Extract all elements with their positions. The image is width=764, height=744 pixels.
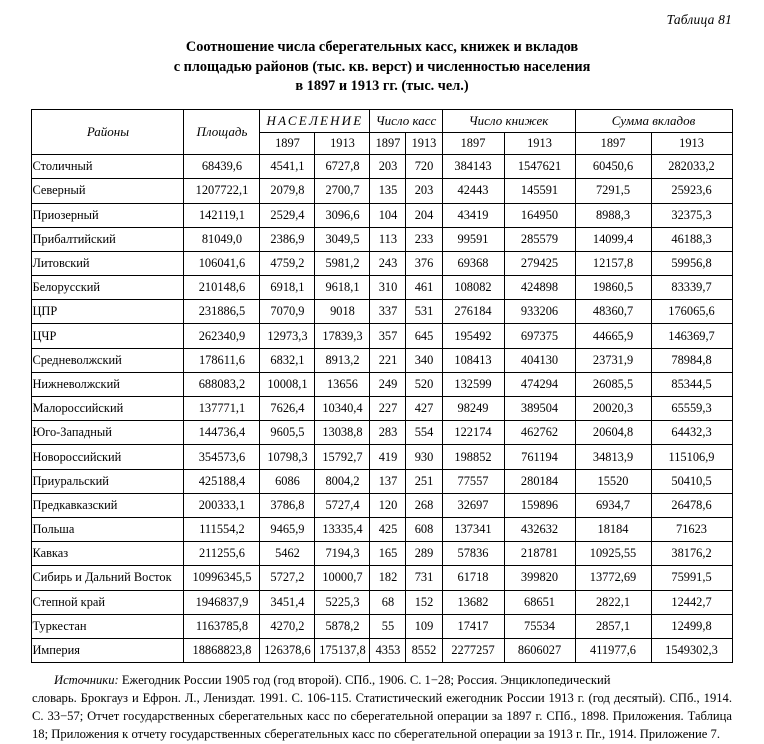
row-cell: 17417 <box>442 614 504 638</box>
row-cell: 8913,2 <box>315 348 370 372</box>
row-cell: 200333,1 <box>184 493 260 517</box>
row-cell: 376 <box>406 251 442 275</box>
row-cell: 427 <box>406 397 442 421</box>
row-cell: 50410,5 <box>651 469 732 493</box>
row-cell: 60450,6 <box>575 155 651 179</box>
row-cell: 3096,6 <box>315 203 370 227</box>
row-cell: 68439,6 <box>184 155 260 179</box>
row-cell: 10996345,5 <box>184 566 260 590</box>
row-cell: 165 <box>370 542 406 566</box>
sources-note <box>32 672 732 744</box>
row-cell: 152 <box>406 590 442 614</box>
data-table <box>31 109 732 663</box>
row-cell: 399820 <box>504 566 575 590</box>
row-cell: 249 <box>370 372 406 396</box>
row-cell: 1547621 <box>504 155 575 179</box>
table-row <box>32 179 732 203</box>
column-group-passbooks: Число книжек <box>442 110 575 133</box>
row-cell: 122174 <box>442 421 504 445</box>
row-cell: 218781 <box>504 542 575 566</box>
row-region-name: Польша <box>32 517 184 541</box>
row-cell: 104 <box>370 203 406 227</box>
table-row <box>32 590 732 614</box>
row-cell: 243 <box>370 251 406 275</box>
row-cell: 32697 <box>442 493 504 517</box>
column-header-year: 1897 <box>442 133 504 155</box>
row-cell: 23731,9 <box>575 348 651 372</box>
row-region-name: Юго-Западный <box>32 421 184 445</box>
row-cell: 411977,6 <box>575 638 651 662</box>
row-cell: 25923,6 <box>651 179 732 203</box>
row-cell: 6934,7 <box>575 493 651 517</box>
row-cell: 59956,8 <box>651 251 732 275</box>
row-cell: 211255,6 <box>184 542 260 566</box>
row-region-name: Средневолжский <box>32 348 184 372</box>
row-cell: 10798,3 <box>260 445 315 469</box>
row-cell: 7194,3 <box>315 542 370 566</box>
row-cell: 210148,6 <box>184 276 260 300</box>
row-cell: 268 <box>406 493 442 517</box>
row-cell: 2386,9 <box>260 227 315 251</box>
row-cell: 1549302,3 <box>651 638 732 662</box>
row-cell: 389504 <box>504 397 575 421</box>
row-cell: 6832,1 <box>260 348 315 372</box>
row-cell: 57836 <box>442 542 504 566</box>
row-region-name: Северный <box>32 179 184 203</box>
row-cell: 227 <box>370 397 406 421</box>
row-cell: 12157,8 <box>575 251 651 275</box>
row-cell: 6727,8 <box>315 155 370 179</box>
row-cell: 99591 <box>442 227 504 251</box>
row-cell: 5727,4 <box>315 493 370 517</box>
row-cell: 120 <box>370 493 406 517</box>
table-row <box>32 566 732 590</box>
row-cell: 279425 <box>504 251 575 275</box>
row-cell: 159896 <box>504 493 575 517</box>
row-cell: 126378,6 <box>260 638 315 662</box>
row-cell: 4270,2 <box>260 614 315 638</box>
row-cell: 688083,2 <box>184 372 260 396</box>
column-header-year: 1897 <box>575 133 651 155</box>
row-cell: 12499,8 <box>651 614 732 638</box>
row-cell: 145591 <box>504 179 575 203</box>
row-cell: 115106,9 <box>651 445 732 469</box>
row-cell: 135 <box>370 179 406 203</box>
title-line-1: Соотношение числа сберегательных касс, книжек и вкладов <box>185 39 579 55</box>
row-cell: 9465,9 <box>260 517 315 541</box>
row-cell: 930 <box>406 445 442 469</box>
row-cell: 68651 <box>504 590 575 614</box>
row-cell: 71623 <box>651 517 732 541</box>
row-region-name: Кавказ <box>32 542 184 566</box>
row-cell: 6918,1 <box>260 276 315 300</box>
row-cell: 13335,4 <box>315 517 370 541</box>
row-cell: 10925,55 <box>575 542 651 566</box>
row-cell: 20020,3 <box>575 397 651 421</box>
row-cell: 137341 <box>442 517 504 541</box>
row-cell: 77557 <box>442 469 504 493</box>
row-cell: 26478,6 <box>651 493 732 517</box>
row-cell: 4541,1 <box>260 155 315 179</box>
row-cell: 195492 <box>442 324 504 348</box>
row-cell: 4353 <box>370 638 406 662</box>
table-row <box>32 155 732 179</box>
row-cell: 425188,4 <box>184 469 260 493</box>
row-cell: 554 <box>406 421 442 445</box>
row-cell: 204 <box>406 203 442 227</box>
table-row <box>32 372 732 396</box>
row-cell: 42443 <box>442 179 504 203</box>
table-row <box>32 469 732 493</box>
row-cell: 19860,5 <box>575 276 651 300</box>
row-cell: 26085,5 <box>575 372 651 396</box>
row-cell: 4759,2 <box>260 251 315 275</box>
row-cell: 2529,4 <box>260 203 315 227</box>
row-cell: 337 <box>370 300 406 324</box>
row-cell: 283 <box>370 421 406 445</box>
row-cell: 8988,3 <box>575 203 651 227</box>
row-cell: 10000,7 <box>315 566 370 590</box>
row-cell: 34813,9 <box>575 445 651 469</box>
row-cell: 251 <box>406 469 442 493</box>
table-row <box>32 251 732 275</box>
row-cell: 137 <box>370 469 406 493</box>
row-cell: 1207722,1 <box>184 179 260 203</box>
column-header-year: 1913 <box>315 133 370 155</box>
row-cell: 608 <box>406 517 442 541</box>
row-cell: 3451,4 <box>260 590 315 614</box>
row-cell: 531 <box>406 300 442 324</box>
row-cell: 520 <box>406 372 442 396</box>
row-cell: 44665,9 <box>575 324 651 348</box>
title-line-3: в 1897 и 1913 гг. (тыс. чел.) <box>295 78 469 95</box>
row-cell: 137771,1 <box>184 397 260 421</box>
row-cell: 9605,5 <box>260 421 315 445</box>
row-cell: 285579 <box>504 227 575 251</box>
row-cell: 2079,8 <box>260 179 315 203</box>
row-cell: 233 <box>406 227 442 251</box>
row-cell: 98249 <box>442 397 504 421</box>
row-cell: 203 <box>370 155 406 179</box>
row-cell: 15792,7 <box>315 445 370 469</box>
row-cell: 38176,2 <box>651 542 732 566</box>
row-cell: 10340,4 <box>315 397 370 421</box>
row-cell: 13682 <box>442 590 504 614</box>
row-cell: 7291,5 <box>575 179 651 203</box>
row-cell: 474294 <box>504 372 575 396</box>
column-header-year: 1913 <box>406 133 442 155</box>
row-cell: 354573,6 <box>184 445 260 469</box>
table-row <box>32 300 732 324</box>
row-cell: 419 <box>370 445 406 469</box>
table-row <box>32 638 732 662</box>
row-cell: 2822,1 <box>575 590 651 614</box>
row-cell: 108082 <box>442 276 504 300</box>
table-row <box>32 227 732 251</box>
sources-label: Источники: <box>54 673 119 688</box>
table-row <box>32 542 732 566</box>
row-cell: 340 <box>406 348 442 372</box>
row-region-name: Новороссийский <box>32 445 184 469</box>
row-cell: 231886,5 <box>184 300 260 324</box>
row-cell: 46188,3 <box>651 227 732 251</box>
row-cell: 48360,7 <box>575 300 651 324</box>
row-cell: 43419 <box>442 203 504 227</box>
row-cell: 178611,6 <box>184 348 260 372</box>
row-cell: 933206 <box>504 300 575 324</box>
row-cell: 10008,1 <box>260 372 315 396</box>
row-cell: 7626,4 <box>260 397 315 421</box>
row-cell: 310 <box>370 276 406 300</box>
row-cell: 176065,6 <box>651 300 732 324</box>
row-cell: 12973,3 <box>260 324 315 348</box>
row-region-name: Нижневолжский <box>32 372 184 396</box>
row-cell: 7070,9 <box>260 300 315 324</box>
column-group-deposits: Сумма вкладов <box>575 110 732 133</box>
row-cell: 144736,4 <box>184 421 260 445</box>
row-cell: 761194 <box>504 445 575 469</box>
row-cell: 109 <box>406 614 442 638</box>
row-cell: 5981,2 <box>315 251 370 275</box>
row-region-name: Прибалтийский <box>32 227 184 251</box>
row-cell: 425 <box>370 517 406 541</box>
row-cell: 2857,1 <box>575 614 651 638</box>
row-cell: 384143 <box>442 155 504 179</box>
row-cell: 424898 <box>504 276 575 300</box>
row-region-name: Белорусский <box>32 276 184 300</box>
row-cell: 142119,1 <box>184 203 260 227</box>
row-cell: 32375,3 <box>651 203 732 227</box>
row-cell: 113 <box>370 227 406 251</box>
row-cell: 731 <box>406 566 442 590</box>
row-cell: 111554,2 <box>184 517 260 541</box>
row-cell: 75534 <box>504 614 575 638</box>
row-cell: 357 <box>370 324 406 348</box>
row-cell: 13772,69 <box>575 566 651 590</box>
table-row <box>32 397 732 421</box>
row-cell: 18868823,8 <box>184 638 260 662</box>
row-cell: 78984,8 <box>651 348 732 372</box>
row-cell: 461 <box>406 276 442 300</box>
row-region-name: Сибирь и Дальний Восток <box>32 566 184 590</box>
row-cell: 5225,3 <box>315 590 370 614</box>
row-region-name: Предкавказский <box>32 493 184 517</box>
row-cell: 262340,9 <box>184 324 260 348</box>
row-cell: 65559,3 <box>651 397 732 421</box>
row-cell: 146369,7 <box>651 324 732 348</box>
table-row <box>32 348 732 372</box>
row-cell: 2700,7 <box>315 179 370 203</box>
row-cell: 3049,5 <box>315 227 370 251</box>
row-cell: 5727,2 <box>260 566 315 590</box>
row-cell: 175137,8 <box>315 638 370 662</box>
row-cell: 1163785,8 <box>184 614 260 638</box>
row-cell: 81049,0 <box>184 227 260 251</box>
row-cell: 83339,7 <box>651 276 732 300</box>
row-cell: 8004,2 <box>315 469 370 493</box>
column-header-regions: Районы <box>32 110 184 155</box>
row-cell: 12442,7 <box>651 590 732 614</box>
row-cell: 108413 <box>442 348 504 372</box>
column-group-population: НАСЕЛЕНИЕ <box>260 110 370 133</box>
table-row <box>32 421 732 445</box>
row-cell: 9018 <box>315 300 370 324</box>
row-cell: 106041,6 <box>184 251 260 275</box>
column-header-year: 1897 <box>260 133 315 155</box>
row-cell: 13038,8 <box>315 421 370 445</box>
row-cell: 2277257 <box>442 638 504 662</box>
row-cell: 5462 <box>260 542 315 566</box>
title-line-2: с площадью районов (тыс. кв. верст) и численностью населения <box>173 58 591 75</box>
table-row <box>32 276 732 300</box>
column-header-area: Площадь <box>184 110 260 155</box>
table-row <box>32 324 732 348</box>
row-region-name: Приозерный <box>32 203 184 227</box>
row-cell: 18184 <box>575 517 651 541</box>
row-cell: 432632 <box>504 517 575 541</box>
row-cell: 697375 <box>504 324 575 348</box>
table-row <box>32 614 732 638</box>
row-cell: 276184 <box>442 300 504 324</box>
row-region-name: ЦПР <box>32 300 184 324</box>
row-cell: 85344,5 <box>651 372 732 396</box>
row-cell: 13656 <box>315 372 370 396</box>
row-region-name: ЦЧР <box>32 324 184 348</box>
row-region-name: Литовский <box>32 251 184 275</box>
row-cell: 182 <box>370 566 406 590</box>
column-group-banks: Число касс <box>370 110 442 133</box>
table-row <box>32 445 732 469</box>
row-cell: 280184 <box>504 469 575 493</box>
table-row <box>32 203 732 227</box>
table-row <box>32 517 732 541</box>
table-row <box>32 493 732 517</box>
table-header <box>32 110 732 155</box>
row-cell: 8606027 <box>504 638 575 662</box>
row-cell: 15520 <box>575 469 651 493</box>
sources-paragraph <box>32 672 732 690</box>
row-cell: 1946837,9 <box>184 590 260 614</box>
row-cell: 164950 <box>504 203 575 227</box>
row-cell: 645 <box>406 324 442 348</box>
row-cell: 5878,2 <box>315 614 370 638</box>
row-cell: 289 <box>406 542 442 566</box>
row-cell: 55 <box>370 614 406 638</box>
row-cell: 9618,1 <box>315 276 370 300</box>
row-cell: 61718 <box>442 566 504 590</box>
row-cell: 720 <box>406 155 442 179</box>
row-cell: 75991,5 <box>651 566 732 590</box>
row-cell: 68 <box>370 590 406 614</box>
row-region-name: Туркестан <box>32 614 184 638</box>
row-region-name: Империя <box>32 638 184 662</box>
row-cell: 198852 <box>442 445 504 469</box>
row-cell: 203 <box>406 179 442 203</box>
row-cell: 221 <box>370 348 406 372</box>
column-header-year: 1913 <box>504 133 575 155</box>
table-number: Таблица 81 <box>666 12 732 27</box>
row-region-name: Столичный <box>32 155 184 179</box>
row-cell: 20604,8 <box>575 421 651 445</box>
row-cell: 6086 <box>260 469 315 493</box>
row-cell: 3786,8 <box>260 493 315 517</box>
row-cell: 8552 <box>406 638 442 662</box>
column-header-year: 1913 <box>651 133 732 155</box>
column-header-year: 1897 <box>370 133 406 155</box>
row-region-name: Малороссийский <box>32 397 184 421</box>
row-cell: 404130 <box>504 348 575 372</box>
row-cell: 462762 <box>504 421 575 445</box>
row-cell: 14099,4 <box>575 227 651 251</box>
row-region-name: Приуральский <box>32 469 184 493</box>
row-cell: 282033,2 <box>651 155 732 179</box>
row-cell: 69368 <box>442 251 504 275</box>
row-cell: 132599 <box>442 372 504 396</box>
sources-text-first: Ежегодник России 1905 год (год второй). СПб., 1906. С. 1−28; Россия. Энциклопедический <box>118 673 611 688</box>
sources-text-rest: словарь. Брокгауз и Ефрон. Л., Лениздат. 1991. С. 106-115. Статистический ежегодник России 1913 г. (год десятый). СПб., 1914. С. 33−57; Отчет государственных сберегательных касс по сберегательной операции за 1897 г. СПб., 1898. Приложения. Таблица 18; Приложения к отчету государственных сберегательных касс по сберегательной операции за 1913 г. Пг., 1914. Приложение 7. <box>32 690 732 741</box>
row-cell: 17839,3 <box>315 324 370 348</box>
table-body <box>32 155 732 663</box>
row-cell: 64432,3 <box>651 421 732 445</box>
row-region-name: Степной край <box>32 590 184 614</box>
page-title <box>102 38 662 97</box>
